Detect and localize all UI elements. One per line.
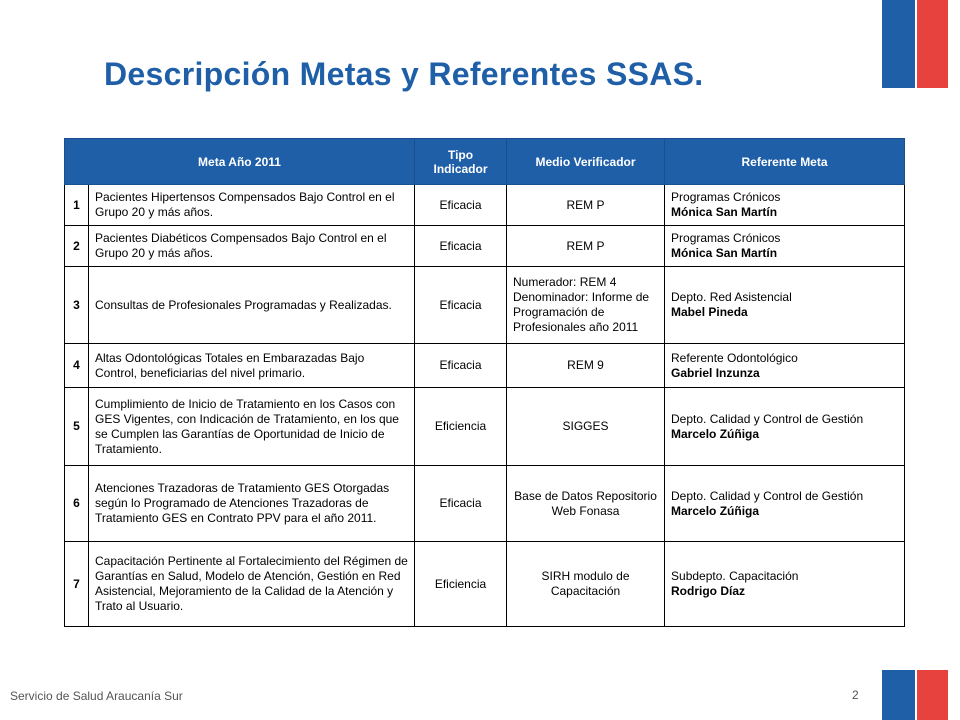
medio-cell: SIGGES: [507, 388, 665, 466]
table-row: [65, 344, 905, 388]
footer-organization: Servicio de Salud Araucanía Sur: [10, 689, 183, 703]
page-title: Descripción Metas y Referentes SSAS.: [104, 56, 704, 92]
flag-blue-stripe: [882, 670, 915, 720]
meta-cell: Altas Odontológicas Totales en Embarazadas Bajo Control, beneficiarias del nivel primario.: [89, 344, 415, 388]
table-row: [65, 466, 905, 542]
meta-cell: Pacientes Diabéticos Compensados Bajo Control en el Grupo 20 y más años.: [89, 226, 415, 267]
meta-cell: Capacitación Pertinente al Fortalecimiento del Régimen de Garantías en Salud, Modelo de Atención, Gestión en Red Asistencial, Mejoramiento de la Calidad de la Atención y Trato al Usuario.: [89, 542, 415, 627]
referente-cell: [665, 185, 905, 226]
medio-cell: REM P: [507, 226, 665, 267]
meta-cell: Pacientes Hipertensos Compensados Bajo Control en el Grupo 20 y más años.: [89, 185, 415, 226]
table-row: [65, 388, 905, 466]
row-number: 5: [65, 388, 89, 466]
tipo-cell: Eficacia: [415, 267, 507, 344]
flag-decoration-top: [882, 0, 948, 88]
referente-cell: [665, 226, 905, 267]
referente-name: Gabriel Inzunza: [671, 365, 760, 380]
flag-decoration-bottom: [882, 670, 948, 720]
referente-cell: [665, 344, 905, 388]
page-number: 2: [852, 688, 859, 702]
medio-cell: Numerador: REM 4 Denominador: Informe de Programación de Profesionales año 2011: [507, 267, 665, 344]
row-number: 6: [65, 466, 89, 542]
table-row: [65, 226, 905, 267]
header-medio: Medio Verificador: [507, 139, 665, 185]
row-number: 7: [65, 542, 89, 627]
table-row: [65, 267, 905, 344]
referente-dept: Programas Crónicos: [671, 190, 781, 204]
meta-cell: Consultas de Profesionales Programadas y Realizadas.: [89, 267, 415, 344]
meta-cell: Atenciones Trazadoras de Tratamiento GES Otorgadas según lo Programado de Atenciones Trazadoras de Tratamiento GES en Contrato PPV para el año 2011.: [89, 466, 415, 542]
table-row: [65, 542, 905, 627]
goals-table: [64, 138, 905, 627]
referente-name: Mónica San Martín: [671, 246, 778, 260]
table-header-row: [65, 139, 905, 185]
header-meta: Meta Año 2011: [65, 139, 415, 185]
row-number: 4: [65, 344, 89, 388]
tipo-cell: Eficacia: [415, 466, 507, 542]
flag-blue-stripe: [882, 0, 915, 88]
referente-name: Rodrigo Díaz: [671, 584, 746, 598]
referente-dept: Depto. Calidad y Control de Gestión: [671, 488, 864, 503]
medio-cell: REM 9: [507, 344, 665, 388]
medio-cell: REM P: [507, 185, 665, 226]
tipo-cell: Eficiencia: [415, 388, 507, 466]
referente-dept: Programas Crónicos: [671, 231, 781, 245]
referente-cell: [665, 466, 905, 542]
header-tipo: Tipo Indicador: [415, 139, 507, 185]
referente-name: Marcelo Zúñiga: [671, 426, 760, 441]
tipo-cell: Eficiencia: [415, 542, 507, 627]
medio-cell: SIRH modulo de Capacitación: [507, 542, 665, 627]
tipo-cell: Eficacia: [415, 344, 507, 388]
referente-dept: Depto. Calidad y Control de Gestión: [671, 411, 864, 426]
referente-dept: Referente Odontológico: [671, 350, 798, 365]
flag-red-stripe: [917, 0, 948, 88]
table-row: [65, 185, 905, 226]
tipo-cell: Eficacia: [415, 185, 507, 226]
meta-cell: Cumplimiento de Inicio de Tratamiento en los Casos con GES Vigentes, con Indicación de Tratamiento, en los que se Cumplen las Garantías de Oportunidad de Inicio de Tratamiento.: [89, 388, 415, 466]
referente-cell: [665, 267, 905, 344]
referente-dept: Subdepto. Capacitación: [671, 569, 799, 583]
referente-cell: [665, 542, 905, 627]
referente-dept: Depto. Red Asistencial: [671, 290, 792, 304]
row-number: 2: [65, 226, 89, 267]
tipo-cell: Eficacia: [415, 226, 507, 267]
referente-name: Marcelo Zúñiga: [671, 503, 760, 518]
header-referente: Referente Meta: [665, 139, 905, 185]
medio-cell: Base de Datos Repositorio Web Fonasa: [507, 466, 665, 542]
flag-red-stripe: [917, 670, 948, 720]
row-number: 3: [65, 267, 89, 344]
referente-name: Mónica San Martín: [671, 205, 778, 219]
referente-cell: [665, 388, 905, 466]
row-number: 1: [65, 185, 89, 226]
referente-name: Mabel Pineda: [671, 305, 748, 319]
